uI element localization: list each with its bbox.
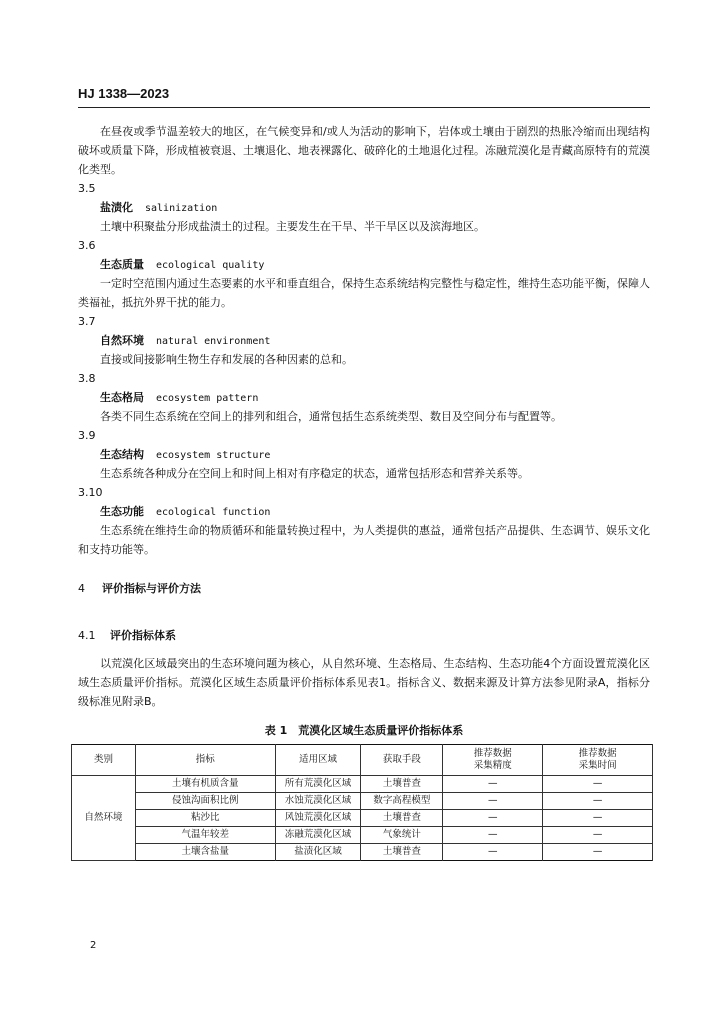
definition-text: 生态系统在维持生命的物质循环和能量转换过程中，为人类提供的惠益，通常包括产品提供、生态调节、娱乐文化和支持功能等。 [78,524,650,556]
table-row [72,776,653,793]
header-indicator: 指标 [135,745,275,776]
subsection-number: 4.1 [78,629,96,642]
term-heading [100,388,258,408]
time-cell: — [543,810,653,827]
term-en: ecosystem structure [156,450,271,461]
header-time [543,745,653,776]
precision-cell: — [443,776,543,793]
standard-code: HJ 1338—2023 [78,86,170,101]
header-time-line2: 采集时间 [578,760,617,771]
intro-paragraph: 在昼夜或季节温差较大的地区，在气候变异和/或人为活动的影响下，岩体或土壤由于剧烈的热胀冷缩而出现结构破坏或质量下降，形成植被衰退、土壤退化、地表裸露化、破碎化的土地退化过程。冻融荒漠化是青藏高原特有的荒漠化类型。 [78,125,650,176]
method-cell: 土壤普查 [361,776,443,793]
section-paragraph: 以荒漠化区域最突出的生态环境问题为核心，从自然环境、生态格局、生态结构、生态功能4个方面设置荒漠化区域生态质量评价指标。荒漠化区域生态质量评价指标体系见表1。指标含义、数据来源及计算方法参见附录A，指标分级标准见附录B。 [78,657,650,708]
header-precision-line1: 推荐数据 [473,748,512,759]
term-en: salinization [145,203,218,214]
precision-cell: — [443,827,543,844]
method-cell: 数字高程模型 [361,793,443,810]
indicator-cell: 土壤有机质含量 [135,776,275,793]
indicator-cell: 侵蚀沟面积比例 [135,793,275,810]
table-row [72,793,653,810]
term-heading [100,502,270,522]
time-cell: — [543,793,653,810]
section-heading [78,579,201,598]
header-time-line1: 推荐数据 [578,748,617,759]
indicator-cell: 气温年较差 [135,827,275,844]
time-cell: — [543,844,653,861]
term-zh: 生态格局 [100,391,144,404]
header-region: 适用区域 [275,745,361,776]
method-cell: 土壤普查 [361,844,443,861]
header-precision-line2: 采集精度 [473,760,512,771]
time-cell: — [543,776,653,793]
definition-text: 土壤中积聚盐分形成盐渍土的过程。主要发生在干旱、半干旱区以及滨海地区。 [100,220,485,233]
term-heading [100,331,270,351]
indicator-cell: 土壤含盐量 [135,844,275,861]
term-zh: 盐渍化 [100,201,133,214]
header-method: 获取手段 [361,745,443,776]
page-number: 2 [90,940,97,951]
table-row [72,810,653,827]
definition-text: 生态系统各种成分在空间上和时间上相对有序稳定的状态，通常包括形态和营养关系等。 [100,467,529,480]
table-header-row [72,745,653,776]
indicator-cell: 粘沙比 [135,810,275,827]
precision-cell: — [443,844,543,861]
clause-number: 3.8 [78,372,96,385]
subsection-title: 评价指标体系 [110,629,176,642]
term-en: ecological function [156,507,271,518]
definition-text: 直接或间接影响生物生存和发展的各种因素的总和。 [100,353,353,366]
term-zh: 生态结构 [100,448,144,461]
method-cell: 土壤普查 [361,810,443,827]
table-row [72,827,653,844]
method-cell: 气象统计 [361,827,443,844]
section-title: 评价指标与评价方法 [102,582,201,595]
table-caption: 表 1 荒漠化区域生态质量评价指标体系 [264,724,464,737]
region-cell: 所有荒漠化区域 [275,776,361,793]
header-precision [443,745,543,776]
subsection-heading [78,626,176,645]
term-heading [100,445,270,465]
term-en: ecosystem pattern [156,393,259,404]
clause-number: 3.5 [78,182,96,195]
time-cell: — [543,827,653,844]
clause-number: 3.6 [78,239,96,252]
term-zh: 生态质量 [100,258,144,271]
term-heading [100,255,264,275]
term-en: natural environment [156,336,271,347]
region-cell: 盐渍化区域 [275,844,361,861]
clause-number: 3.9 [78,429,96,442]
term-en: ecological quality [156,260,265,271]
region-cell: 水蚀荒漠化区域 [275,793,361,810]
precision-cell: — [443,810,543,827]
term-heading [100,198,217,218]
definition-text: 一定时空范围内通过生态要素的水平和垂直组合，保持生态系统结构完整性与稳定性，维持生态功能平衡，保障人类福祉，抵抗外界干扰的能力。 [78,277,650,309]
clause-number: 3.7 [78,315,96,328]
term-zh: 生态功能 [100,505,144,518]
definition-text: 各类不同生态系统在空间上的排列和组合，通常包括生态系统类型、数目及空间分布与配置等。 [100,410,562,423]
region-cell: 风蚀荒漠化区域 [275,810,361,827]
region-cell: 冻融荒漠化区域 [275,827,361,844]
indicator-table [71,744,653,861]
table-row [72,844,653,861]
clause-number: 3.10 [78,486,103,499]
term-zh: 自然环境 [100,334,144,347]
category-cell: 自然环境 [72,776,136,861]
section-number: 4 [78,582,85,595]
precision-cell: — [443,793,543,810]
header-category: 类别 [72,745,136,776]
header-divider [78,107,650,108]
